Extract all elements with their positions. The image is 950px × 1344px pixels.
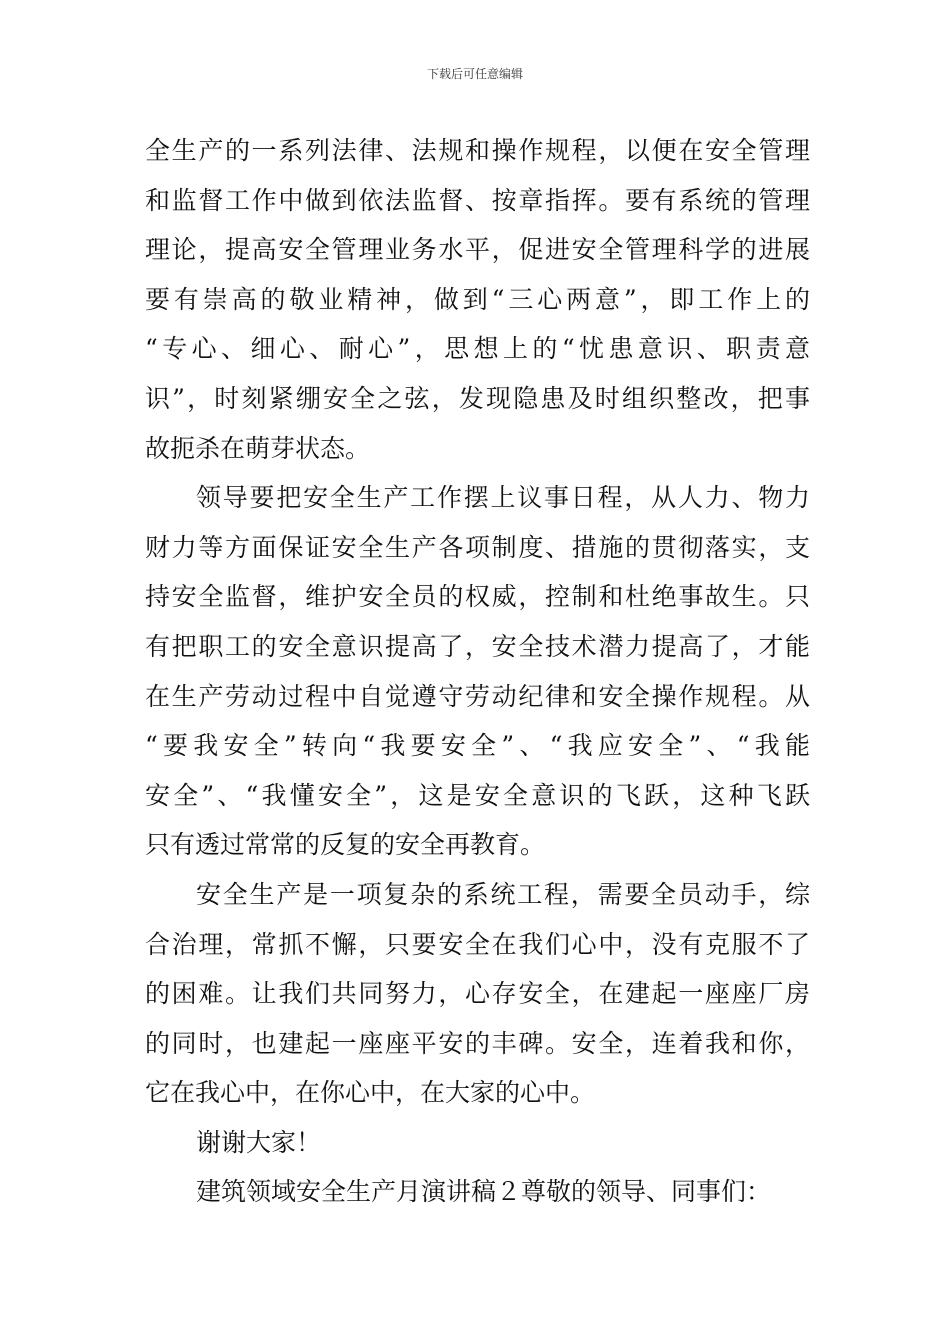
- text-line: 要有崇高的敬业精神，做到“三心两意”，即工作上的: [145, 284, 810, 314]
- next-section-heading: 建筑领域安全生产月演讲稿２尊敬的领导、同事们：: [196, 1177, 772, 1207]
- text-line: 财力等方面保证安全生产各项制度、措施的贯彻落实，支: [145, 532, 810, 562]
- text-line: 持安全监督，维护安全员的权威，控制和杜绝事故生。只: [145, 582, 810, 612]
- paragraph-first-line: 领导要把安全生产工作摆上议事日程，从人力、物力: [196, 483, 810, 513]
- closing-line: 谢谢大家！: [196, 1127, 322, 1157]
- text-line: 它在我心中，在你心中，在大家的心中。: [145, 1078, 596, 1108]
- text-line: 安全”、“我懂安全”，这是安全意识的飞跃，这种飞跃: [145, 780, 810, 810]
- page-header: 下载后可任意编辑: [426, 67, 523, 81]
- text-line: 的同时，也建起一座座平安的丰碑。安全，连着我和你，: [145, 1028, 810, 1058]
- text-line: 和监督工作中做到依法监督、按章指挥。要有系统的管理: [145, 185, 810, 215]
- text-line: 只有透过常常的反复的安全再教育。: [145, 830, 546, 860]
- document-body: [145, 126, 810, 1217]
- text-line: 全生产的一系列法律、法规和操作规程，以便在安全管理: [145, 136, 810, 165]
- paragraph-first-line: 安全生产是一项复杂的系统工程，需要全员动手，综: [196, 879, 810, 909]
- text-line: “专心、细心、耐心”，思想上的“忧患意识、职责意: [145, 334, 810, 364]
- text-line: “要我安全”转向“我要安全”、“我应安全”、“我能: [145, 731, 810, 761]
- text-line: 识”，时刻紧绷安全之弦，发现隐患及时组织整改，把事: [145, 383, 810, 413]
- text-line: 有把职工的安全意识提高了，安全技术潜力提高了，才能: [145, 631, 810, 661]
- text-line: 故扼杀在萌芽状态。: [145, 433, 371, 463]
- text-line: 理论，提高安全管理业务水平，促进安全管理科学的进展: [145, 235, 810, 265]
- text-line: 在生产劳动过程中自觉遵守劳动纪律和安全操作规程。从: [145, 681, 810, 711]
- text-line: 的困难。让我们共同努力，心存安全，在建起一座座厂房: [145, 979, 810, 1009]
- text-line: 合治理，常抓不懈，只要安全在我们心中，没有克服不了: [145, 929, 810, 959]
